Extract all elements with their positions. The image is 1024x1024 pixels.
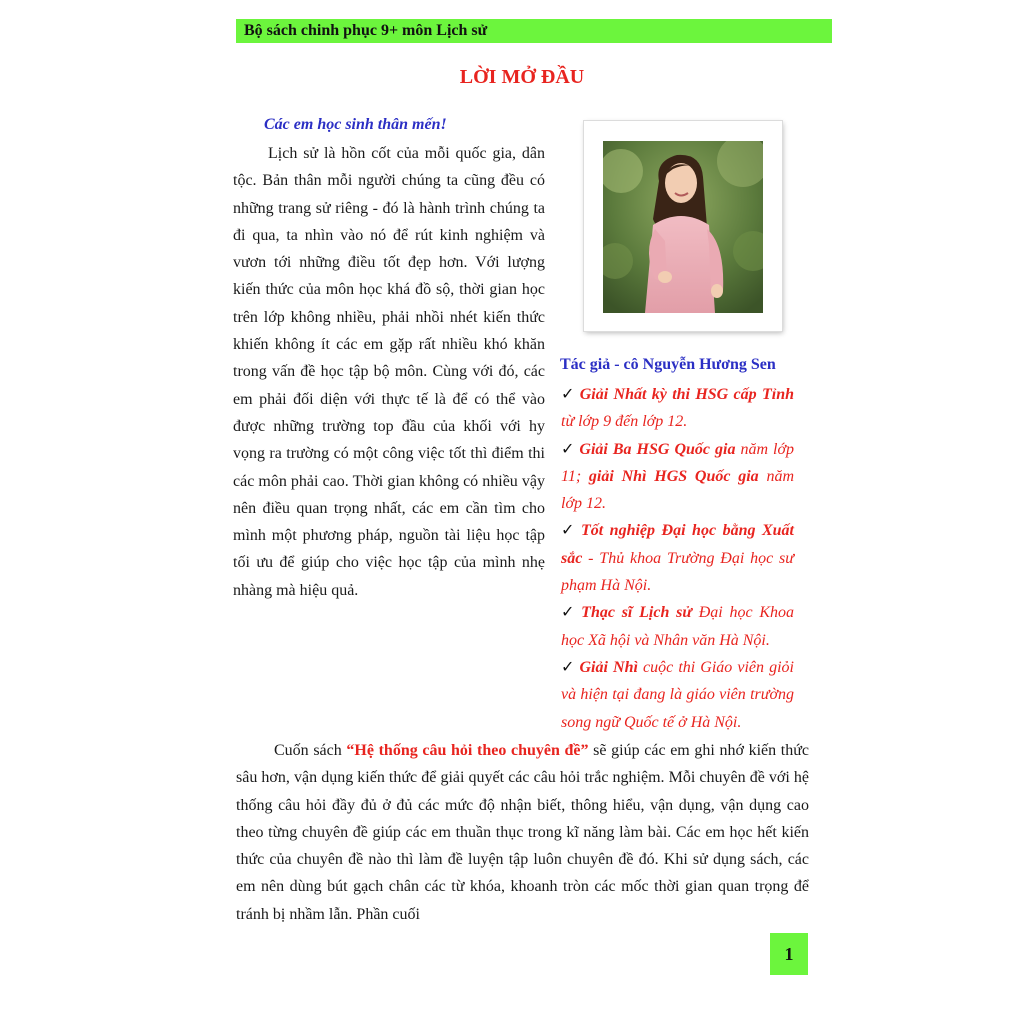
- author-photo-frame: [584, 121, 782, 331]
- page-title: LỜI MỞ ĐẦU: [459, 66, 585, 88]
- achievement-highlight: Giải Nhất kỳ thi HSG cấp Tỉnh: [579, 386, 795, 403]
- achievement-text: - Thủ khoa Trường Đại học sư phạm Hà Nội.: [561, 549, 794, 595]
- achievement-item: [561, 599, 794, 654]
- achievement-text: Đại học Khoa học Xã hội và Nhân văn Hà Nội.: [561, 604, 794, 649]
- achievement-item: [561, 436, 794, 518]
- author-name: Tác giả - cô Nguyễn Hương Sen: [560, 356, 776, 373]
- achievement-item: [561, 381, 794, 436]
- checkmark-icon: ✓: [561, 604, 578, 622]
- achievement-highlight: Thạc sĩ Lịch sử: [581, 604, 692, 622]
- book-paragraph: [236, 737, 809, 928]
- checkmark-icon: ✓: [561, 522, 577, 540]
- book-paragraph-body: sẽ giúp các em ghi nhớ kiến thức sâu hơn, vận dụng kiến thức để giải quyết các câu hỏi trắc nghiệm. Mỗi chuyên đề với hệ thống câu hỏi đầy đủ ở đủ các mức độ nhận biết, thông hiểu, vận dụng, vận dụng cao theo từng chuyên đề giúp các em thuần thục trong kĩ năng làm bài. Các em học hết kiến thức của chuyên đề nào thì làm đề luyện tập luôn chuyên đề đó. Khi sử dụng sách, các em nên dùng bút gạch chân các từ khóa, khoanh tròn các mốc thời gian quan trọng để tránh bị nhầm lẫn. Phần cuối: [236, 742, 809, 923]
- achievement-highlight: giải Nhì HGS Quốc gia: [588, 467, 759, 485]
- series-title: Bộ sách chinh phục 9+ môn Lịch sử: [244, 22, 488, 39]
- achievement-text: năm lớp 12.: [561, 467, 795, 513]
- achievement-item: [561, 517, 794, 599]
- page-number-box: [770, 933, 808, 975]
- page-number: 1: [784, 944, 794, 964]
- author-photo: [603, 141, 763, 313]
- header-bar: [236, 19, 832, 43]
- achievement-text: năm lớp 11;: [561, 440, 795, 485]
- checkmark-icon: ✓: [561, 440, 576, 458]
- achievement-highlight: Giải Nhì: [579, 658, 638, 676]
- achievement-text: từ lớp 9 đến lớp 12.: [561, 413, 688, 431]
- achievement-text: cuộc thi Giáo viên giỏi và hiện tại đang là giáo viên trường song ngữ Quốc tế ở Hà Nội.: [561, 658, 795, 731]
- book-title: “Hệ thống câu hỏi theo chuyên đề”: [346, 742, 589, 759]
- checkmark-icon: ✓: [561, 658, 576, 676]
- achievement-highlight: Tốt nghiệp Đại học bằng Xuất sắc: [561, 522, 795, 567]
- intro-paragraph: Lịch sử là hồn cốt của mỗi quốc gia, dân tộc. Bản thân mỗi người chúng ta cũng đều có những trang sử riêng - đó là hành trình chúng ta đi qua, ta nhìn vào nó để rút kinh nghiệm và vươn tới những điều tốt đẹp hơn. Với lượng kiến thức của môn học khá đồ sộ, thời gian học trên lớp không nhiều, phải nhồi nhét kiến thức khiến không ít các em gặp rất nhiều khó khăn trong vấn đề học tập bộ môn. Cùng với đó, các em phải đối diện với thực tế là để có thể vào được những trường top đầu của khối với hy vọng ra trường có một công việc tốt thì điểm thi các môn phải cao. Thời gian không có nhiều vậy nên điều quan trọng nhất, các em cần tìm cho mình một phương pháp, nguồn tài liệu học tập tối ưu để giúp cho việc học tập của mình nhẹ nhàng mà hiệu quả.: [233, 145, 545, 599]
- achievement-item: [561, 654, 794, 736]
- greeting: Các em học sinh thân mến!: [264, 116, 447, 133]
- checkmark-icon: ✓: [561, 386, 576, 403]
- book-paragraph-prefix: Cuốn sách: [274, 742, 347, 759]
- achievement-highlight: Giải Ba HSG Quốc gia: [579, 440, 736, 458]
- author-credentials: [561, 381, 794, 736]
- intro-column: [233, 140, 545, 604]
